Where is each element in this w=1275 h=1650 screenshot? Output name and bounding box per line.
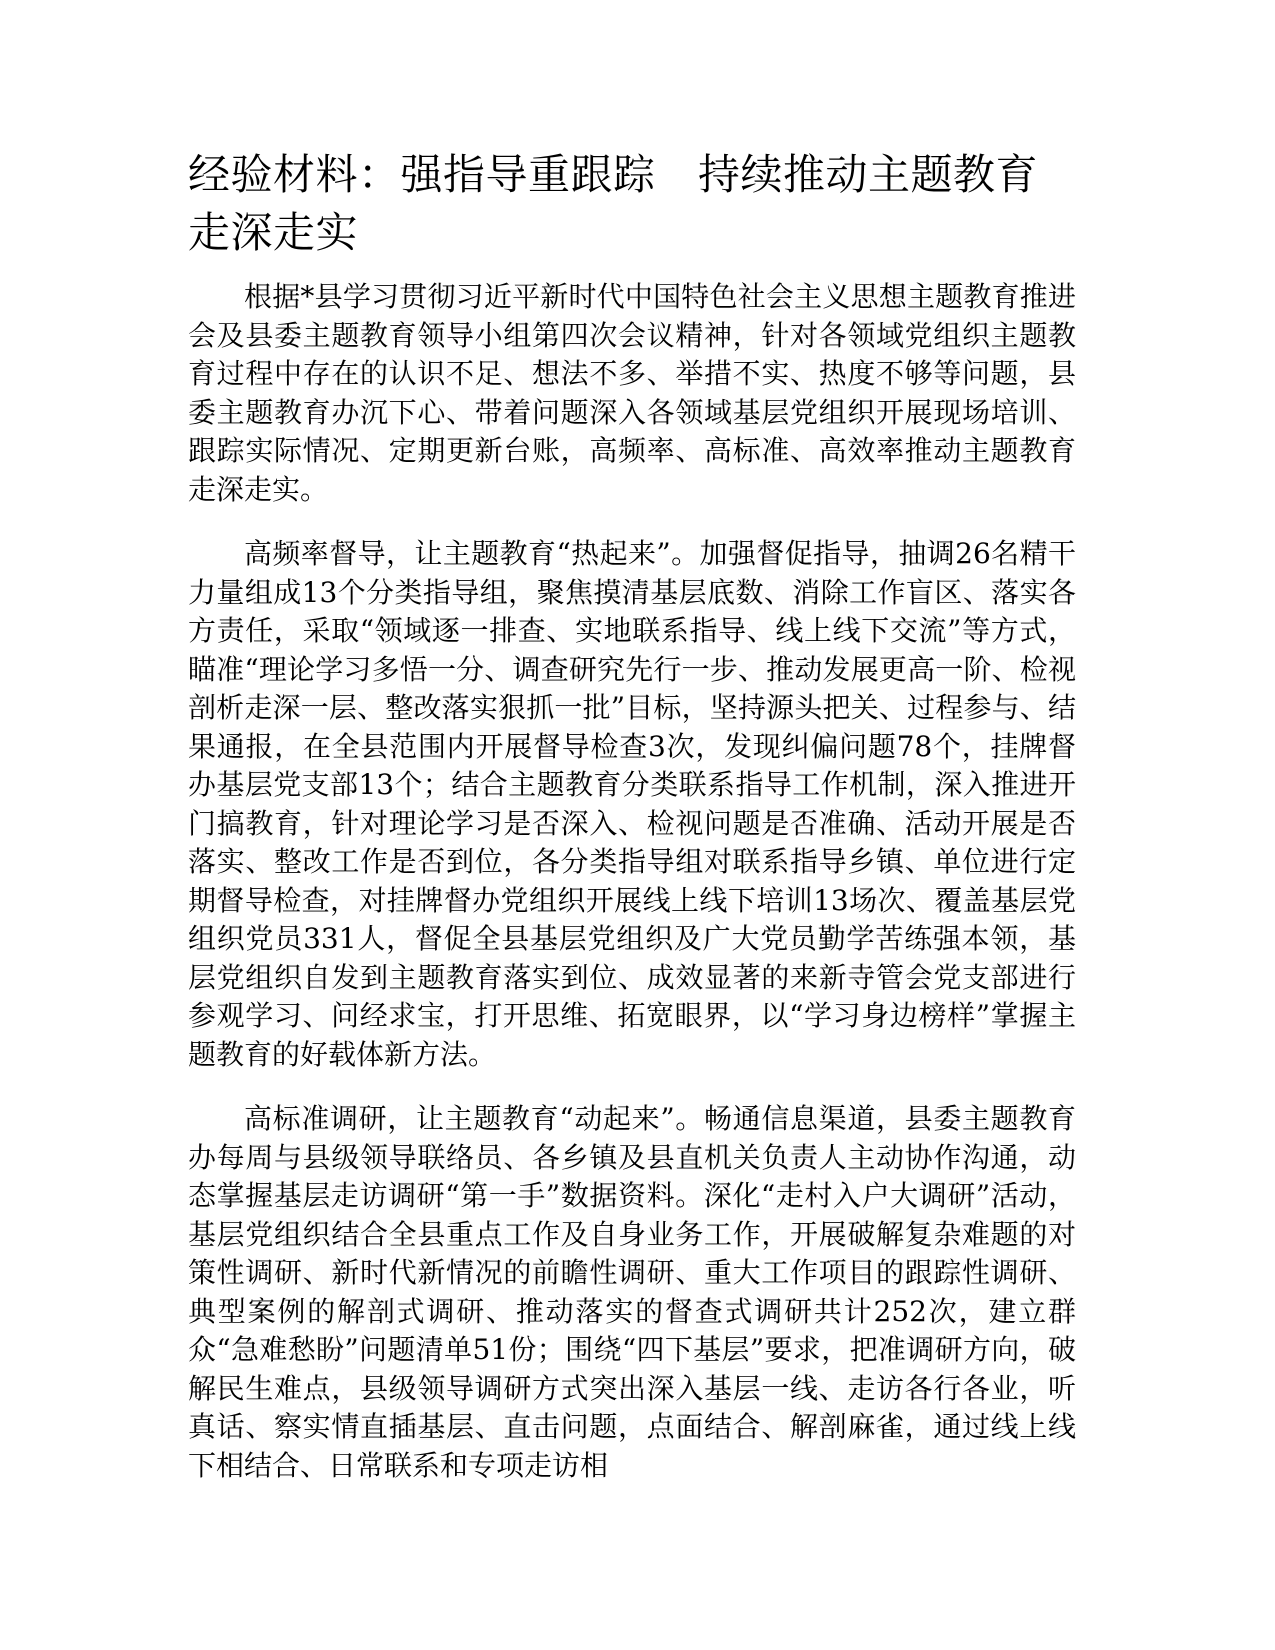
document-body — [188, 278, 1076, 1511]
paragraph-intro: 根据*县学习贯彻习近平新时代中国特色社会主义思想主题教育推进会及县委主题教育领导小组第四次会议精神，针对各领域党组织主题教育过程中存在的认识不足、想法不多、举措不实、热度不够等问题，县委主题教育办沉下心、带着问题深入各领域基层党组织开展现场培训、跟踪实际情况、定期更新台账，高频率、高标准、高效率推动主题教育走深走实。 — [188, 280, 1076, 506]
paragraph-supervision: 高频率督导，让主题教育“热起来”。加强督促指导，抽调26名精干力量组成13个分类指导组，聚焦摸清基层底数、消除工作盲区、落实各方责任，采取“领域逐一排查、实地联系指导、线上线下交流”等方式，瞄准“理论学习多悟一分、调查研究先行一步、推动发展更高一阶、检视剖析走深一层、整改落实狠抓一批”目标，坚持源头把关、过程参与、结果通报，在全县范围内开展督导检查3次，发现纠偏问题78个，挂牌督办基层党支部13个；结合主题教育分类联系指导工作机制，深入推进开门搞教育，针对理论学习是否深入、检视问题是否准确、活动开展是否落实、整改工作是否到位，各分类指导组对联系指导乡镇、单位进行定期督导检查，对挂牌督办党组织开展线上线下培训13场次、覆盖基层党组织党员331人，督促全县基层党组织及广大党员勤学苦练强本领，基层党组织自发到主题教育落实到位、成效显著的来新寺管会党支部进行参观学习、问经求宝，打开思维、拓宽眼界，以“学习身边榜样”掌握主题教育的好载体新方法。 — [188, 537, 1076, 1071]
document-title: 经验材料：强指导重跟踪 持续推动主题教育走深走实 — [188, 150, 1039, 257]
paragraph-research: 高标准调研，让主题教育“动起来”。畅通信息渠道，县委主题教育办每周与县级领导联络员、各乡镇及县直机关负责人主动协作沟通，动态掌握基层走访调研“第一手”数据资料。深化“走村入户大调研”活动，基层党组织结合全县重点工作及自身业务工作，开展破解复杂难题的对策性调研、新时代新情况的前瞻性调研、重大工作项目的跟踪性调研、典型案例的解剖式调研、推动落实的督查式调研共计252次，建立群众“急难愁盼”问题清单51份；围绕“四下基层”要求，把准调研方向，破解民生难点，县级领导调研方式突出深入基层一线、走访各行各业，听真话、察实情直插基层、直击问题，点面结合、解剖麻雀，通过线上线下相结合、日常联系和专项走访相 — [188, 1102, 1076, 1482]
